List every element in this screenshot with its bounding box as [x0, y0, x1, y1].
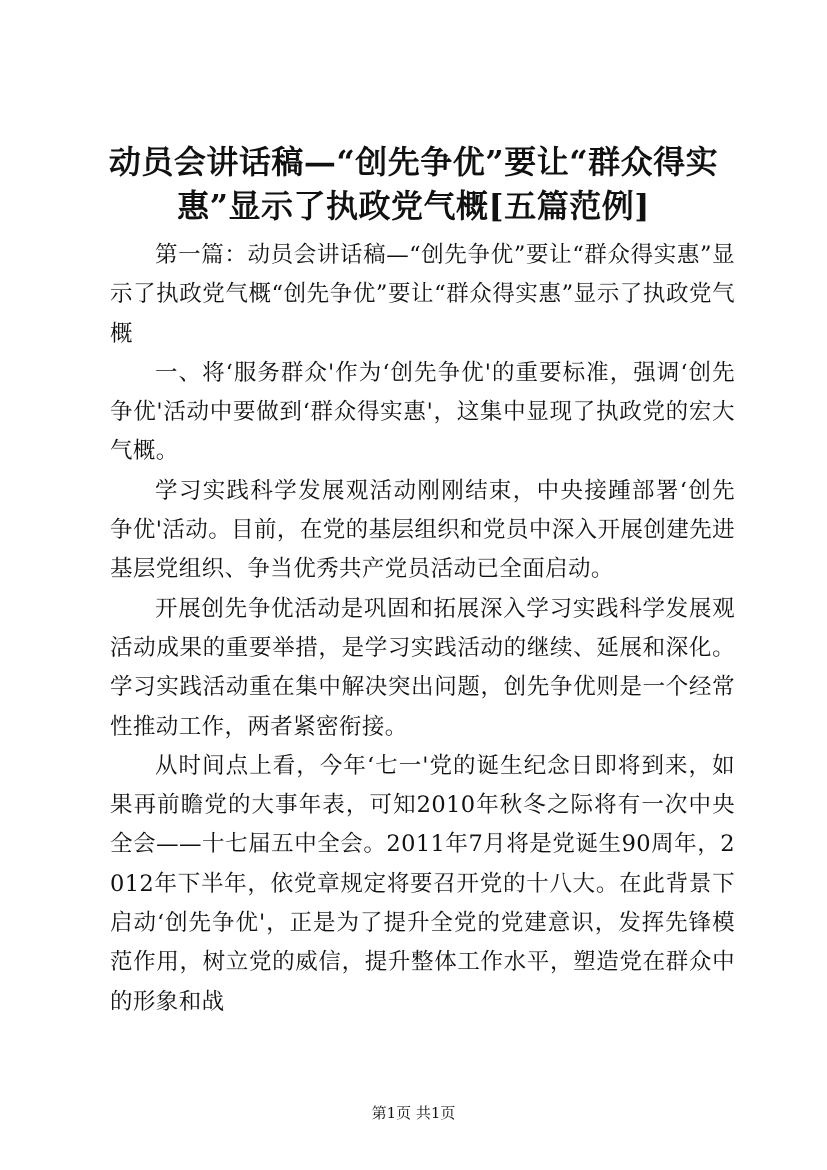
paragraph-1: 第一篇：动员会讲话稿—“创先争优”要让“群众得实惠”显示了执政党气概“创先争优”要让“群众得实惠”显示了执政党气概: [110, 242, 735, 347]
paragraph-2: 一、将‘服务群众'作为‘创先争优'的重要标准，强调‘创先争优'活动中要做到‘群众得实惠'，这集中显现了执政党的宏大气概。: [110, 359, 735, 465]
page-footer: 第1页 共1页: [371, 1104, 456, 1122]
paragraph-3: 学习实践科学发展观活动刚刚结束，中央接踵部署‘创先争优'活动。目前，在党的基层组织和党员中深入开展创建先进基层党组织、争当优秀共产党员活动已全面启动。: [110, 477, 735, 583]
document-body: [110, 236, 735, 1022]
document-title: 动员会讲话稿—“创先争优”要让“群众得实惠”显示了执政党气概[五篇范例]: [108, 143, 719, 225]
paragraph-5: 从时间点上看，今年‘七一'党的诞生纪念日即将到来，如果再前瞻党的大事年表，可知2010年秋冬之际将有一次中央全会——十七届五中全会。2011年7月将是党诞生90周年，2012年下半年，依党章规定将要召开党的十八大。在此背景下启动‘创先争优'，正是为了提升全党的党建意识，发挥先锋模范作用，树立党的威信，提升整体工作水平，塑造党在群众中的形象和战: [110, 752, 735, 1015]
paragraph-4: 开展创先争优活动是巩固和拓展深入学习实践科学发展观活动成果的重要举措，是学习实践活动的继续、延展和深化。学习实践活动重在集中解决突出问题，创先争优则是一个经常性推动工作，两者紧密衔接。: [110, 595, 735, 740]
